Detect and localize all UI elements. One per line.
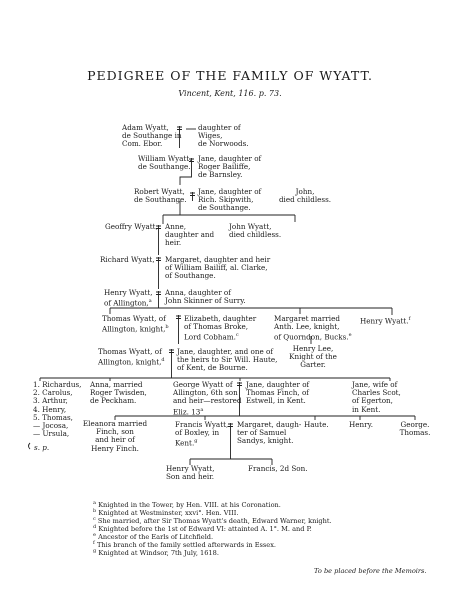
marriage-mark (228, 423, 233, 452)
thomas-wyatt-younger: Thomas Wyatt, of Allington, knight,$^d$ (98, 347, 165, 367)
geoffry-wyatt: Geoffry Wyatt, (105, 222, 158, 231)
marriage-mark (156, 257, 161, 275)
children-list: 1. Richardus, 2. Carolus, 3. Arthur, 4. Henry, 5. Thomas, — Jocosa, — Ursula, (33, 380, 82, 439)
brace (29, 443, 31, 449)
source-reference: Vincent, Kent, 116. p. 73. (178, 89, 282, 98)
marriage-mark (169, 349, 174, 373)
john-wyatt-childless: John Wyatt, died childless. (229, 222, 282, 240)
thomas-wyatt-elder: Thomas Wyatt, of Allington, knight,$^b$ (102, 314, 169, 334)
haute: Haute. (304, 420, 329, 429)
footnote: $^f$ This branch of the family settled afterwards in Essex. (93, 540, 277, 550)
george-thomas: George. Thomas. (399, 420, 431, 438)
anna-twisden: Anna, married Roger Twisden, de Peckham. (90, 380, 147, 406)
footnote: $^g$ Knighted at Windsor, 7th July, 1618. (93, 548, 219, 558)
anne-heir: Anne, daughter and heir. (165, 222, 215, 248)
adam-wyatt: Adam Wyatt, de Southange in Com. Ebor. (122, 123, 182, 149)
margaret-sandys: Margaret, daugh- ter of Samuel Sandys, knight. (237, 420, 302, 446)
henry-lee: Henry Lee, Knight of the Garter. (289, 344, 337, 370)
marriage-mark (156, 291, 161, 301)
margaret-bailiff: Margaret, daughter and heir of William Bailiff, al. Clarke, of Southange. (165, 255, 271, 281)
george-wyatt: George Wyatt of Allington, 6th son and heir—restored Eliz. 13$^a$ (173, 380, 242, 416)
footnote: $^a$ Knighted in the Tower, by Hen. VIII. at his Coronation. (93, 500, 281, 510)
wife-of-adam: daughter of Wiges, de Norwoods. (198, 123, 249, 149)
margaret-lee: Margaret married Anth. Lee, knight, of Quorndon, Bucks.$^e$ (274, 314, 352, 342)
william-wyatt: William Wyatt, de Southange. (138, 154, 192, 172)
robert-wyatt: Robert Wyatt, de Southange. (134, 187, 187, 205)
eleanora-finch: Eleanora married Finch, son and heir of Henry Finch. (82, 419, 148, 453)
footnote: $^b$ Knighted at Westminster, xxvi°. Hen. VIII. (93, 508, 239, 518)
henry: Henry. (349, 420, 373, 429)
marriage-mark (176, 315, 181, 338)
henry-wyatt-essex: Henry Wyatt.$^f$ (360, 316, 411, 326)
francis-wyatt-boxley: Francis Wyatt, of Boxley, in Kent.$^g$ (175, 420, 229, 448)
jane-finch: Jane, daughter of Thomas Finch, of Estwell, in Kent. (246, 380, 310, 406)
elizabeth-broke: Elizabeth, daughter of Thomas Broke, Lord Cobham.$^c$ (184, 314, 257, 342)
jane-scot: Jane, wife of Charles Scot, of Egerton, in Kent. (352, 380, 401, 414)
anna-skinner: Anna, daughter of John Skinner of Surry. (165, 288, 246, 306)
jane-bailiffe: Jane, daughter of Roger Bailiffe, de Barnsley. (198, 154, 262, 180)
henry-wyatt-heir: Henry Wyatt, Son and heir. (166, 464, 215, 482)
henry-wyatt-allington: Henry Wyatt, of Allington,$^a$ (104, 288, 153, 308)
memoirs-note: To be placed before the Memoirs. (314, 567, 427, 575)
marriage-mark (190, 192, 195, 201)
footnote: $^e$ Ancestor of the Earls of Litchfield. (93, 532, 214, 542)
richard-wyatt: Richard Wyatt, (100, 255, 155, 264)
jane-skipwith: Jane, daughter of Rich. Skipwith, de Southange. (198, 187, 262, 213)
sine-prole: s. p. (34, 443, 50, 452)
footnote: $^d$ Knighted before the 1st of Edward VI: attainted A. 1°. M. and P. (93, 524, 312, 534)
jane-haute: Jane, daughter, and one of the heirs to Sir Will. Haute, of Kent, de Bourne. (177, 347, 278, 373)
francis-second-son: Francis, 2d Son. (248, 464, 308, 473)
footnote: $^c$ She married, after Sir Thomas Wyatt's death, Edward Warner, knight. (93, 516, 332, 526)
john-childless: John, died childless. (278, 187, 332, 205)
page-title: PEDIGREE OF THE FAMILY OF WYATT. (87, 68, 373, 83)
